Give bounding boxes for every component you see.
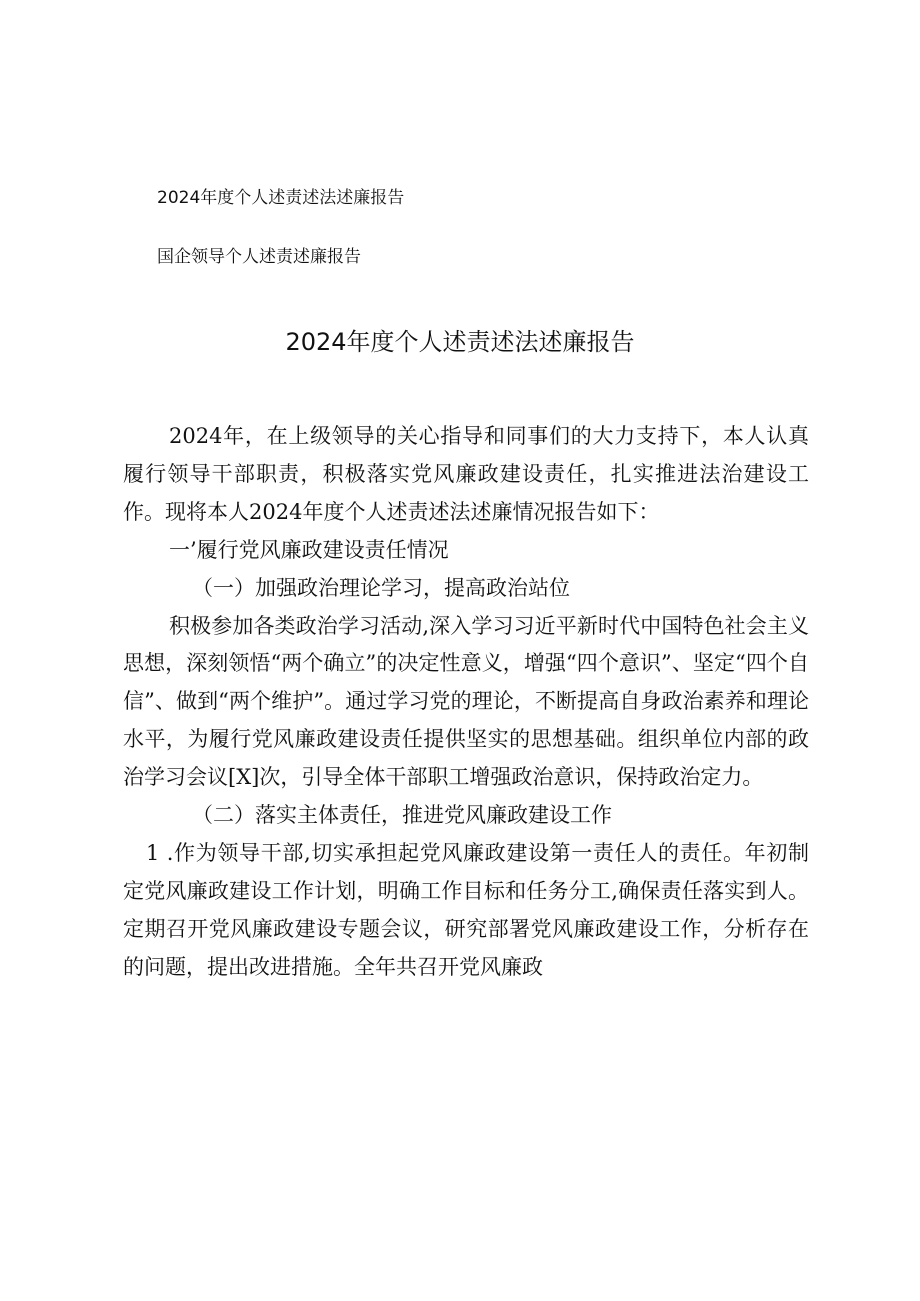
section-heading-1: 一’履行党风廉政建设责任情况 [169,537,449,562]
intro-paragraph: 2024年，在上级领导的关心指导和同事们的大力支持下，本人认真履行领导干部职责，积极落实党风廉政建设责任，扎实推进法治建设工作。现将本人2024年度个人述责述法述廉情况报告如下： [123,424,809,524]
subsection-heading-1-1: （一）加强政治理论学习，提高政治站位 [192,575,570,600]
list-item-1: 1 .作为领导干部,切实承担起党风廉政建设第一责任人的责任。年初制定党风廉政建设工作计划，明确工作目标和任务分工,确保责任落实到人。定期召开党风廉政建设专题会议，研究部署党风廉政建设工作，分析存在的问题，提出改进措施。全年共召开党风廉政 [123,840,809,979]
toc-line-1: 2024年度个人述责述法述廉报告 [157,188,405,208]
document-body [123,418,809,987]
subsection-1-1-paragraph: 积极参加各类政治学习活动,深入学习习近平新时代中国特色社会主义思想，深刻领悟“两个确立”的决定性意义，增强“四个意识”、坚定“四个自信”、做到“两个维护”。通过学习党的理论，不断提高自身政治素养和理论水平，为履行党风廉政建设责任提供坚实的思想基础。组织单位内部的政治学习会议[X]次，引导全体干部职工增强政治意识，保持政治定力。 [123,613,809,790]
toc-line-2: 国企领导个人述责述廉报告 [157,247,361,267]
subsection-heading-1-2: （二）落实主体责任，推进党风廉政建设工作 [192,803,612,828]
document-title: 2024年度个人述责述法述廉报告 [285,328,635,356]
